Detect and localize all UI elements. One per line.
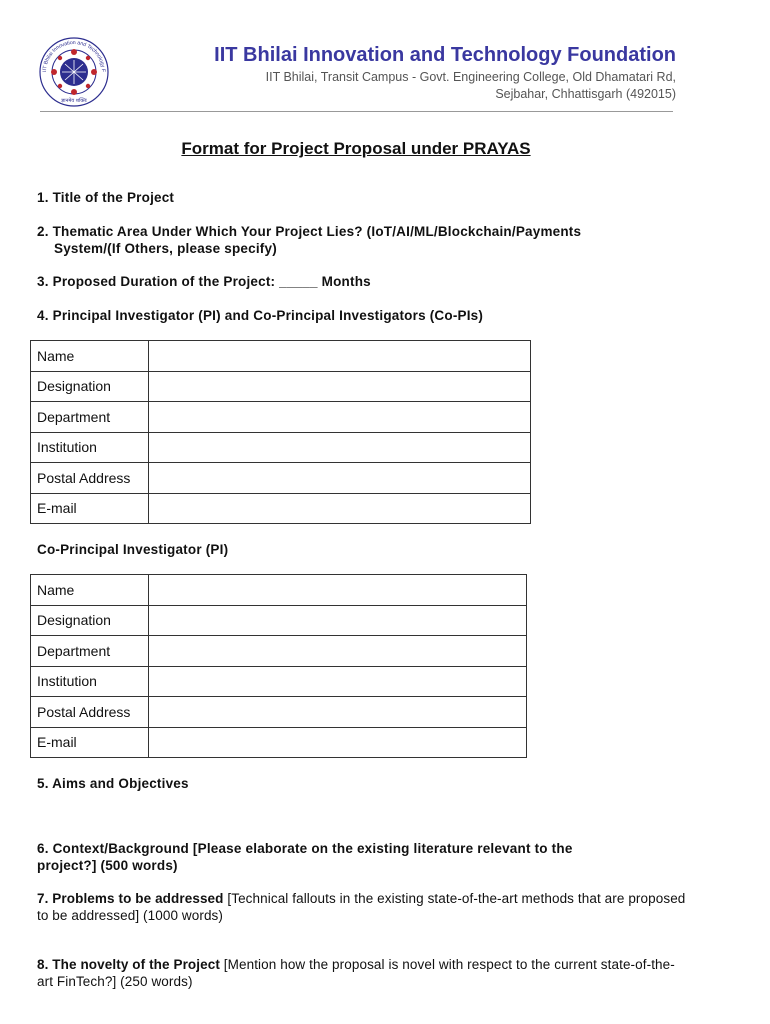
- table-row: [31, 341, 531, 372]
- pi-value-institution[interactable]: [149, 432, 531, 463]
- address-line-1: IIT Bhilai, Transit Campus - Govt. Engineering College, Old Dhamatari Rd,: [265, 70, 676, 84]
- copi-table: [30, 574, 527, 758]
- document-title: Format for Project Proposal under PRAYAS: [181, 139, 531, 158]
- logo-motto: ज्ञानमेव शक्तिः: [61, 98, 87, 104]
- table-row: [31, 493, 531, 524]
- table-row: [31, 371, 531, 402]
- header-divider: [40, 111, 673, 112]
- question-6-line-1: 6. Context/Background [Please elaborate on the existing literature relevant to the: [37, 841, 573, 856]
- pi-label-postal-address: Postal Address: [31, 463, 149, 494]
- copi-label-institution: Institution: [31, 666, 149, 697]
- question-3: 3. Proposed Duration of the Project: _____ Months: [37, 274, 371, 289]
- pi-value-designation[interactable]: [149, 371, 531, 402]
- pi-value-postal-address[interactable]: [149, 463, 531, 494]
- pi-value-name[interactable]: [149, 341, 531, 372]
- copi-value-email[interactable]: [149, 727, 527, 758]
- pi-table: [30, 340, 531, 524]
- pi-label-name: Name: [31, 341, 149, 372]
- question-7: [37, 890, 687, 924]
- question-4: 4. Principal Investigator (PI) and Co-Principal Investigators (Co-PIs): [37, 308, 484, 323]
- copi-label-name: Name: [31, 575, 149, 606]
- copi-label-postal-address: Postal Address: [31, 697, 149, 728]
- question-2-line-2: System/(If Others, please specify): [54, 241, 277, 256]
- copi-value-department[interactable]: [149, 636, 527, 667]
- address-line-2: Sejbahar, Chhattisgarh (492015): [495, 87, 676, 101]
- logo-ring-text: IIT Bhilai Innovation and Technology F: [41, 39, 107, 73]
- letterhead: [36, 36, 676, 112]
- copi-value-designation[interactable]: [149, 605, 527, 636]
- copi-value-name[interactable]: [149, 575, 527, 606]
- copi-label-department: Department: [31, 636, 149, 667]
- copi-label-email: E-mail: [31, 727, 149, 758]
- pi-label-department: Department: [31, 402, 149, 433]
- copi-label-designation: Designation: [31, 605, 149, 636]
- table-row: [31, 463, 531, 494]
- table-row: [31, 402, 531, 433]
- table-row: [31, 666, 527, 697]
- pi-label-designation: Designation: [31, 371, 149, 402]
- pi-value-email[interactable]: [149, 493, 531, 524]
- table-row: [31, 636, 527, 667]
- copi-value-postal-address[interactable]: [149, 697, 527, 728]
- table-row: [31, 727, 527, 758]
- table-row: [31, 432, 531, 463]
- question-6-line-2: project?] (500 words): [37, 858, 178, 873]
- question-8-title: 8. The novelty of the Project: [37, 957, 220, 972]
- table-row: [31, 697, 527, 728]
- org-name: IIT Bhilai Innovation and Technology Foundation: [214, 44, 676, 66]
- pi-label-institution: Institution: [31, 432, 149, 463]
- ibitf-logo: [38, 36, 110, 108]
- question-7-description: [Technical fallouts in the existing state-of-the-art methods that are proposed to be addressed] (1000 words): [37, 891, 686, 923]
- question-7-title: 7. Problems to be addressed: [37, 891, 224, 906]
- question-1: 1. Title of the Project: [37, 190, 175, 205]
- table-row: [31, 605, 527, 636]
- question-8: [37, 956, 687, 990]
- question-5: 5. Aims and Objectives: [37, 776, 189, 791]
- pi-value-department[interactable]: [149, 402, 531, 433]
- question-2-line-1: 2. Thematic Area Under Which Your Project Lies? (IoT/AI/ML/Blockchain/Payments: [37, 224, 582, 239]
- pi-label-email: E-mail: [31, 493, 149, 524]
- table-row: [31, 575, 527, 606]
- question-8-description: [Mention how the proposal is novel with respect to the current state-of-the-art FinTech?] (250 words): [37, 957, 675, 989]
- copi-value-institution[interactable]: [149, 666, 527, 697]
- copi-heading: Co-Principal Investigator (PI): [37, 542, 229, 557]
